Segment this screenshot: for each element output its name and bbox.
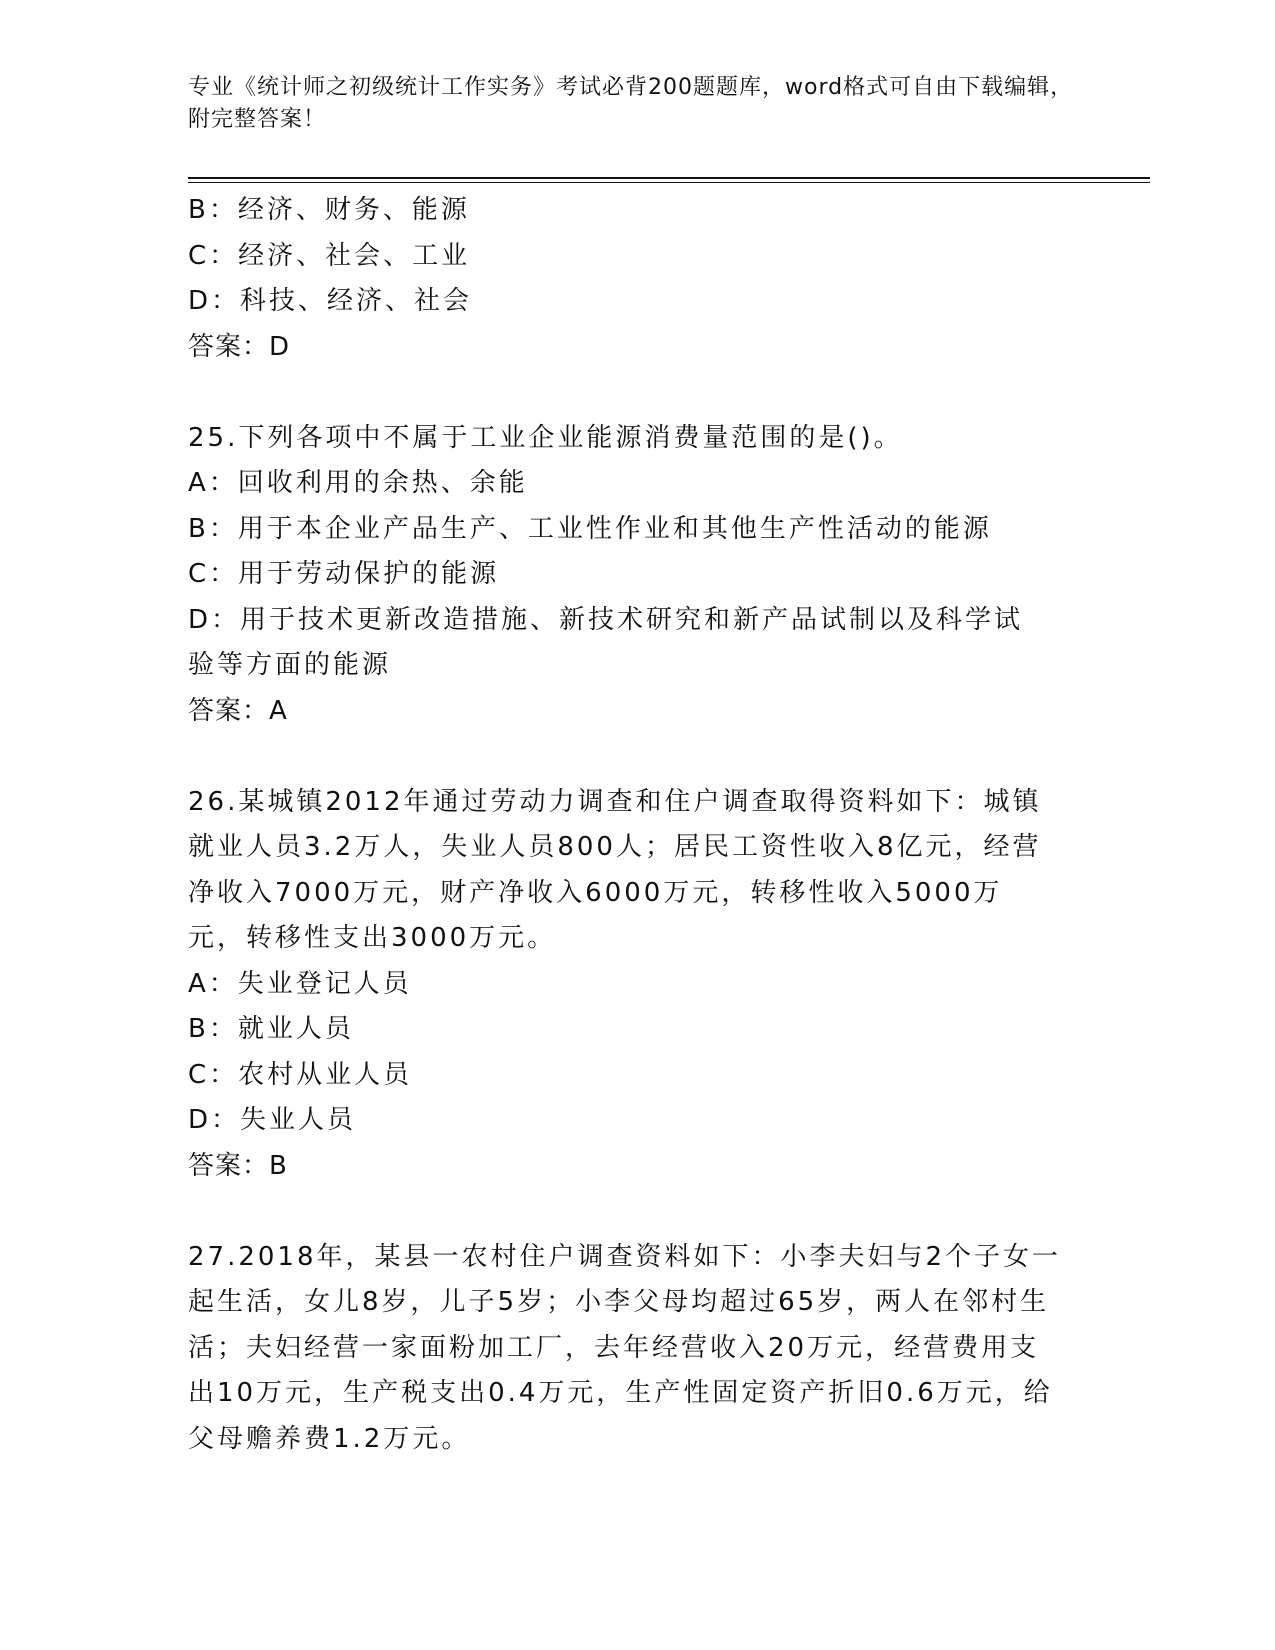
option-b: B：就业人员 xyxy=(188,1014,354,1044)
header-rule-thick xyxy=(188,177,1150,179)
question-24-block xyxy=(188,188,1088,370)
page-header: 专业《统计师之初级统计工作实务》考试必背200题题库，word格式可自由下载编辑，附完整答案！ xyxy=(188,75,1074,132)
question-content xyxy=(188,188,1088,1462)
option-a: A：回收利用的余热、余能 xyxy=(188,468,528,498)
question-text: 27.2018年，某县一农村住户调查资料如下：小李夫妇与2个子女一起生活，女儿8岁，儿子5岁；小李父母均超过65岁，两人在邻村生活；夫妇经营一家面粉加工厂，去年经营收入20万元，经营费用支出10万元，生产税支出0.4万元，生产性固定资产折旧0.6万元，给父母赡养费1.2万元。 xyxy=(188,1241,1062,1454)
option-c: C：农村从业人员 xyxy=(188,1059,413,1090)
header-rule-thin xyxy=(188,182,1150,183)
question-text: 25.下列各项中不属于工业企业能源消费量范围的是()。 xyxy=(188,422,903,453)
spacer xyxy=(188,1189,1088,1235)
option-d: D：科技、经济、社会 xyxy=(188,286,473,316)
question-27-block xyxy=(188,1235,1088,1463)
option-d: D：用于技术更新改造措施、新技术研究和新产品试制以及科学试验等方面的能源 xyxy=(188,604,1024,680)
option-a: A：失业登记人员 xyxy=(188,968,412,999)
answer-label: 答案：D xyxy=(188,331,291,362)
option-d: D：失业人员 xyxy=(188,1105,357,1135)
option-c: C：用于劳动保护的能源 xyxy=(188,559,500,589)
answer-label: 答案：A xyxy=(188,695,288,726)
question-26-block xyxy=(188,780,1088,1190)
question-25-block xyxy=(188,416,1088,735)
question-text: 26.某城镇2012年通过劳动力调查和住户调查取得资料如下：城镇就业人员3.2万人，失业人员800人；居民工资性收入8亿元，经营净收入7000万元，财产净收入6000万元，转移性收入5000万元，转移性支出3000万元。 xyxy=(188,786,1042,953)
option-b: B：用于本企业产品生产、工业性作业和其他生产性活动的能源 xyxy=(188,513,992,544)
spacer xyxy=(188,370,1088,416)
answer-label: 答案：B xyxy=(188,1150,288,1181)
spacer xyxy=(188,734,1088,780)
option-b: B：经济、财务、能源 xyxy=(188,195,470,225)
option-c: C：经济、社会、工业 xyxy=(188,240,471,271)
